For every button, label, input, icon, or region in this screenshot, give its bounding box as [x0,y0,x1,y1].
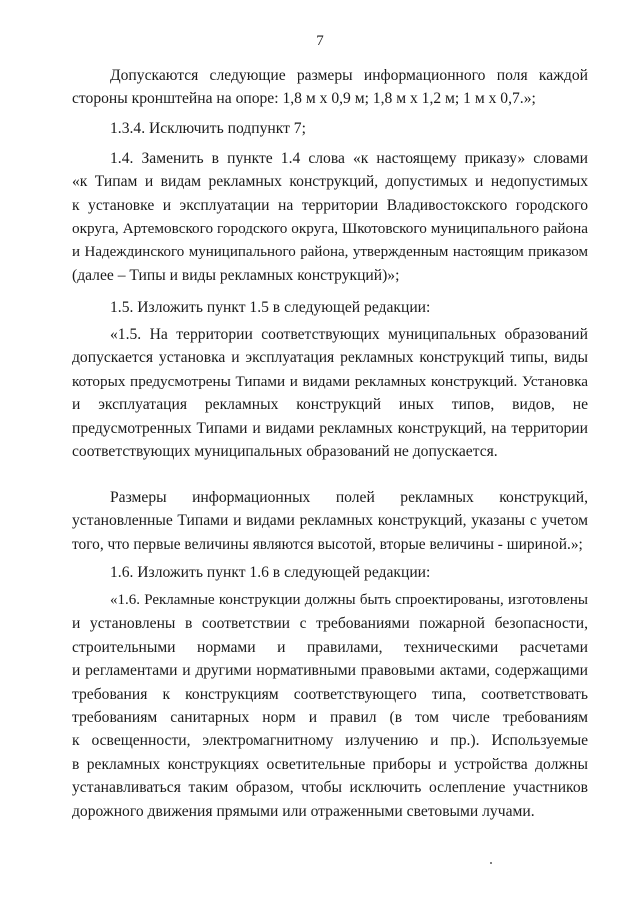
text-line: стороны кронштейна на опоре: 1,8 м х 0,9 м; 1,8 м х 1,2 м; 1 м х 0,7.»; [72,90,536,108]
text-line: 1.5. Изложить пункт 1.5 в следующей редакции: [110,299,431,316]
text-line: и эксплуатация рекламных конструкций иных типов, видов, не [72,396,588,414]
paragraph-1-3-4 [72,117,588,140]
text-line: «1.6. Рекламные конструкции должны быть спроектированы, изготовлены [110,592,588,608]
paragraph-1-4 [72,147,588,287]
text-line: «1.5. На территории соответствующих муниципальных образований [110,326,588,343]
scan-speck [490,862,492,864]
text-line: 1.4. Заменить в пункте 1.4 слова «к настоящему приказу» словами [110,150,588,167]
text-line: требования к конструкциям соответствующего типа, соответствовать [72,685,588,703]
text-line: «к Типам и видам рекламных конструкций, допустимых и недопустимых [72,173,588,191]
text-line: установленные Типами и видами рекламных конструкций, указаны с учетом [72,512,588,530]
paragraph-1-5-heading [72,296,588,319]
text-line: к освещенности, электромагнитному излучению и пр.). Используемые [72,732,588,750]
text-line: к установке и эксплуатации на территории Владивостокского городского [72,196,588,214]
text-line: Размеры информационных полей рекламных конструкций, [110,489,588,506]
text-line: 1.3.4. Исключить подпункт 7; [110,120,306,137]
page-number: 7 [316,33,324,49]
text-line: соответствующих муниципальных образований не допускается. [72,443,498,461]
text-line: допускается установка и эксплуатация рекламных конструкций типы, виды [72,349,588,367]
text-line: 1.6. Изложить пункт 1.6 в следующей редакции: [110,564,431,581]
text-line: которых предусмотрены Типами и видами рекламных конструкций. Установка [72,372,588,390]
text-line: (далее – Типы и виды рекламных конструкций)»; [72,267,400,285]
text-line: Допускаются следующие размеры информационного поля каждой [110,67,588,84]
text-line: устанавливаться таким образом, чтобы исключить ослепление участников [72,779,588,797]
paragraph-info-field-sizes [72,64,588,111]
paragraph-1-6-heading [72,561,588,584]
text-line: и регламентами и другими нормативными правовыми актами, содержащими [72,662,588,680]
text-line: требованиям санитарных норм и правил (в том числе требованиям [72,709,588,727]
paragraph-1-6-text [72,589,588,823]
text-line: и Надеждинского муниципального района, утвержденным настоящим приказом [72,243,588,260]
text-line: в рекламных конструкциях осветительные приборы и устройства должны [72,755,588,773]
text-line: строительными нормами и правилами, техническими расчетами [72,638,588,656]
text-line: дорожного движения прямыми или отраженными световыми лучами. [72,802,535,820]
paragraph-1-5-text [72,323,588,463]
text-line: того, что первые величины являются высотой, вторые величины - шириной.»; [72,535,583,553]
text-line: и установлены в соответствии с требованиями пожарной безопасности, [72,615,588,633]
text-line: предусмотренных Типами и видами рекламных конструкций, на территории [72,419,588,437]
text-line: округа, Артемовского городского округа, Шкотовского муниципального района [72,220,588,238]
paragraph-field-sizes-note [72,486,588,556]
